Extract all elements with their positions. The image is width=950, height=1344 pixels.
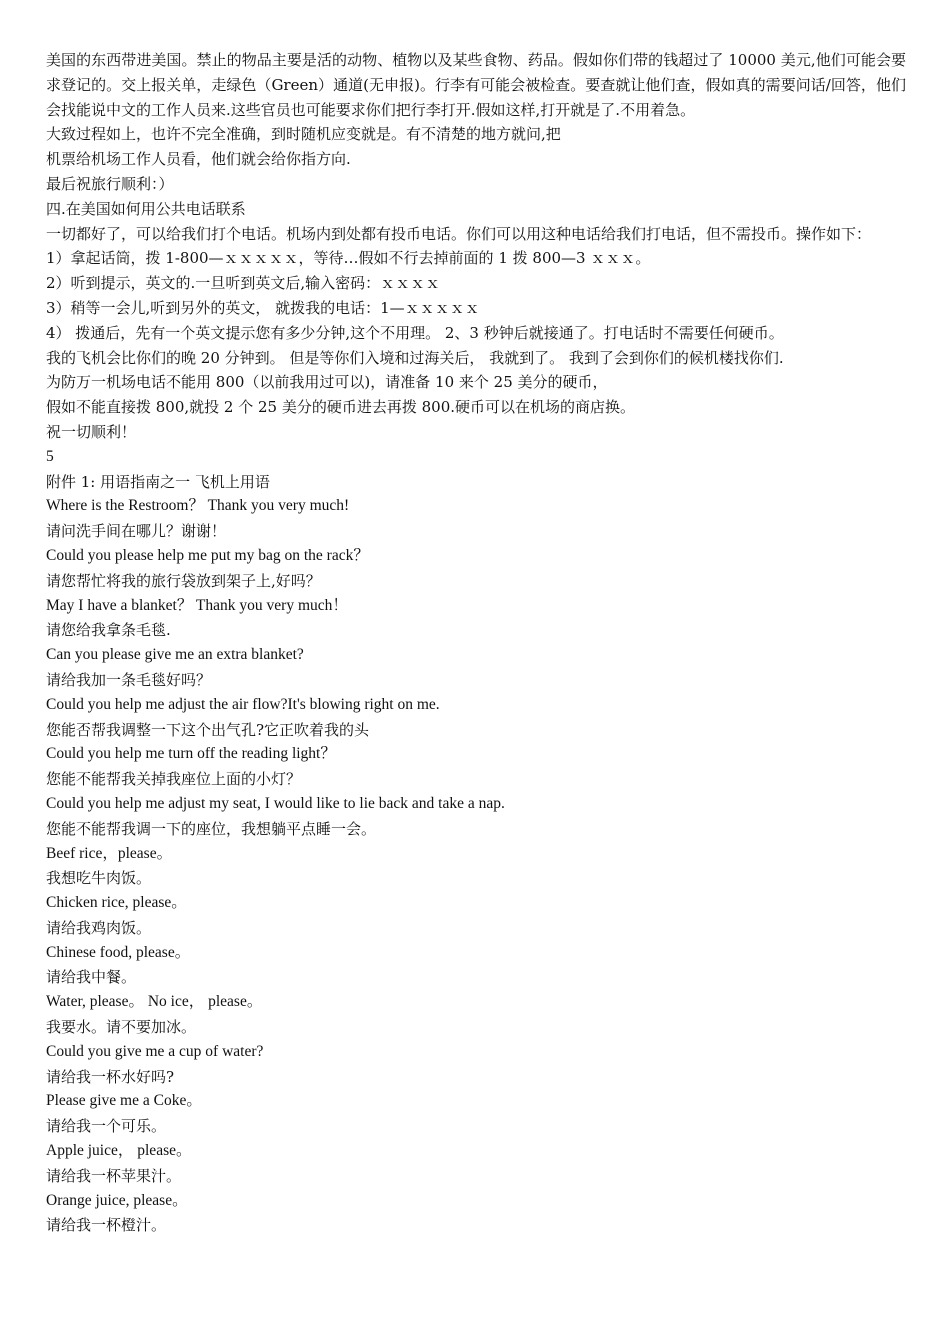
section-heading-public-phone: 四.在美国如何用公共电话联系 bbox=[46, 199, 246, 218]
phrase-zh-extra-blanket: 请给我加一条毛毯好吗？ bbox=[46, 670, 212, 689]
phrase-en-coke: Please give me a Coke。 bbox=[46, 1092, 202, 1110]
appendix-heading: 附件 1: 用语指南之一 飞机上用语 bbox=[46, 472, 270, 491]
phrase-en-bag-rack: Could you please help me put my bag on the rack？ bbox=[46, 546, 369, 564]
phrase-en-cup-of-water: Could you give me a cup of water? bbox=[46, 1042, 264, 1060]
phone-step-2: 2）听到提示，英文的.一旦听到英文后,输入密码：ｘｘｘｘ bbox=[46, 274, 441, 293]
paragraph-phone-intro: 一切都好了，可以给我们打个电话。机场内到处都有投币电话。你们可以用这种电话给我们打电话，但不需投币。操作如下： bbox=[46, 224, 872, 243]
phrase-zh-reading-light: 您能不能帮我关掉我座位上面的小灯？ bbox=[46, 770, 302, 789]
phone-step-4: 4） 拨通后，先有一个英文提示您有多少分钟,这个不用理。 2、3 秒钟后就接通了。打电话时不需要任何硬币。 bbox=[46, 323, 784, 342]
paragraph-general-process: 大致过程如上，也许不完全准确，到时随机应变就是。有不清楚的地方就问,把 bbox=[46, 125, 561, 144]
phrase-zh-bag-rack: 请您帮忙将我的旅行袋放到架子上,好吗？ bbox=[46, 571, 321, 590]
phrase-zh-beef-rice: 我想吃牛肉饭。 bbox=[46, 869, 152, 888]
paragraph-show-ticket: 机票给机场工作人员看，他们就会给你指方向. bbox=[46, 150, 351, 169]
page-number: 5 bbox=[46, 447, 54, 465]
phrase-en-chicken-rice: Chicken rice, please。 bbox=[46, 894, 187, 912]
phrase-zh-cup-of-water: 请给我一杯水好吗? bbox=[46, 1067, 175, 1086]
phone-step-1: 1）拿起话筒，拨 1-800—ｘｘｘｘｘ，等待…假如不行去掉前面的 1 拨 800—3 ｘｘｘ。 bbox=[46, 249, 651, 268]
phrase-zh-air-flow: 您能否帮我调整一下这个出气孔?它正吹着我的头 bbox=[46, 720, 370, 739]
phrase-en-adjust-seat: Could you help me adjust my seat, I would like to lie back and take a nap. bbox=[46, 794, 505, 812]
phrase-zh-chinese-food: 请给我中餐。 bbox=[46, 968, 137, 987]
paragraph-coins-usage: 假如不能直接拨 800,就投 2 个 25 美分的硬币进去再拨 800.硬币可以在机场的商店换。 bbox=[46, 398, 636, 417]
phrase-zh-restroom: 请问洗手间在哪儿？谢谢！ bbox=[46, 522, 227, 541]
document-page bbox=[46, 48, 906, 1238]
phrase-en-water-no-ice: Water, please。 No ice， please。 bbox=[46, 993, 263, 1011]
paragraph-good-luck: 最后祝旅行顺利：） bbox=[46, 174, 174, 193]
phone-step-3: 3）稍等一会儿,听到另外的英文， 就拨我的电话：1—ｘｘｘｘｘ bbox=[46, 298, 480, 317]
phrase-zh-adjust-seat: 您能不能帮我调一下的座位，我想躺平点睡一会。 bbox=[46, 819, 377, 838]
phrase-en-beef-rice: Beef rice，please。 bbox=[46, 844, 173, 862]
phrase-zh-chicken-rice: 请给我鸡肉饭。 bbox=[46, 918, 152, 937]
phrase-en-chinese-food: Chinese food, please。 bbox=[46, 943, 191, 961]
phrase-zh-coke: 请给我一个可乐。 bbox=[46, 1117, 167, 1136]
phrase-en-orange-juice: Orange juice, please。 bbox=[46, 1191, 188, 1209]
phrase-en-air-flow: Could you help me adjust the air flow?It's blowing right on me. bbox=[46, 695, 440, 713]
paragraph-customs-procedure: 美国的东西带进美国。禁止的物品主要是活的动物、植物以及某些食物、药品。假如你们带的钱超过了 10000 美元,他们可能会要求登记的。交上报关单，走绿色（Green）通道(无申报)。行李有可能会被检查。要查就让他们查，假如真的需要问话/回答，他们会找能说中文的工作人员来.这些官员也可能要求你们把行李打开.假如这样,打开就是了.不用着急。 bbox=[46, 51, 906, 119]
paragraph-coins-prepare: 为防万一机场电话不能用 800（以前我用过可以)，请准备 10 来个 25 美分的硬币， bbox=[46, 373, 608, 392]
phrase-zh-blanket: 请您给我拿条毛毯. bbox=[46, 621, 171, 640]
phrase-zh-water-no-ice: 我要水。请不要加冰。 bbox=[46, 1018, 197, 1037]
phrase-zh-orange-juice: 请给我一杯橙汁。 bbox=[46, 1216, 167, 1235]
phrase-en-apple-juice: Apple juice， please。 bbox=[46, 1142, 192, 1160]
paragraph-arrival-time: 我的飞机会比你们的晚 20 分钟到。 但是等你们入境和过海关后， 我就到了。 我到了会到你们的候机楼找你们. bbox=[46, 348, 784, 367]
phrase-en-blanket: May I have a blanket？ Thank you very much！ bbox=[46, 596, 348, 614]
phrase-en-restroom: Where is the Restroom？ Thank you very much! bbox=[46, 497, 350, 515]
paragraph-wish: 祝一切顺利！ bbox=[46, 422, 137, 441]
phrase-en-extra-blanket: Can you please give me an extra blanket? bbox=[46, 646, 304, 664]
phrase-en-reading-light: Could you help me turn off the reading light？ bbox=[46, 745, 336, 763]
phrase-zh-apple-juice: 请给我一杯苹果汁。 bbox=[46, 1166, 182, 1185]
